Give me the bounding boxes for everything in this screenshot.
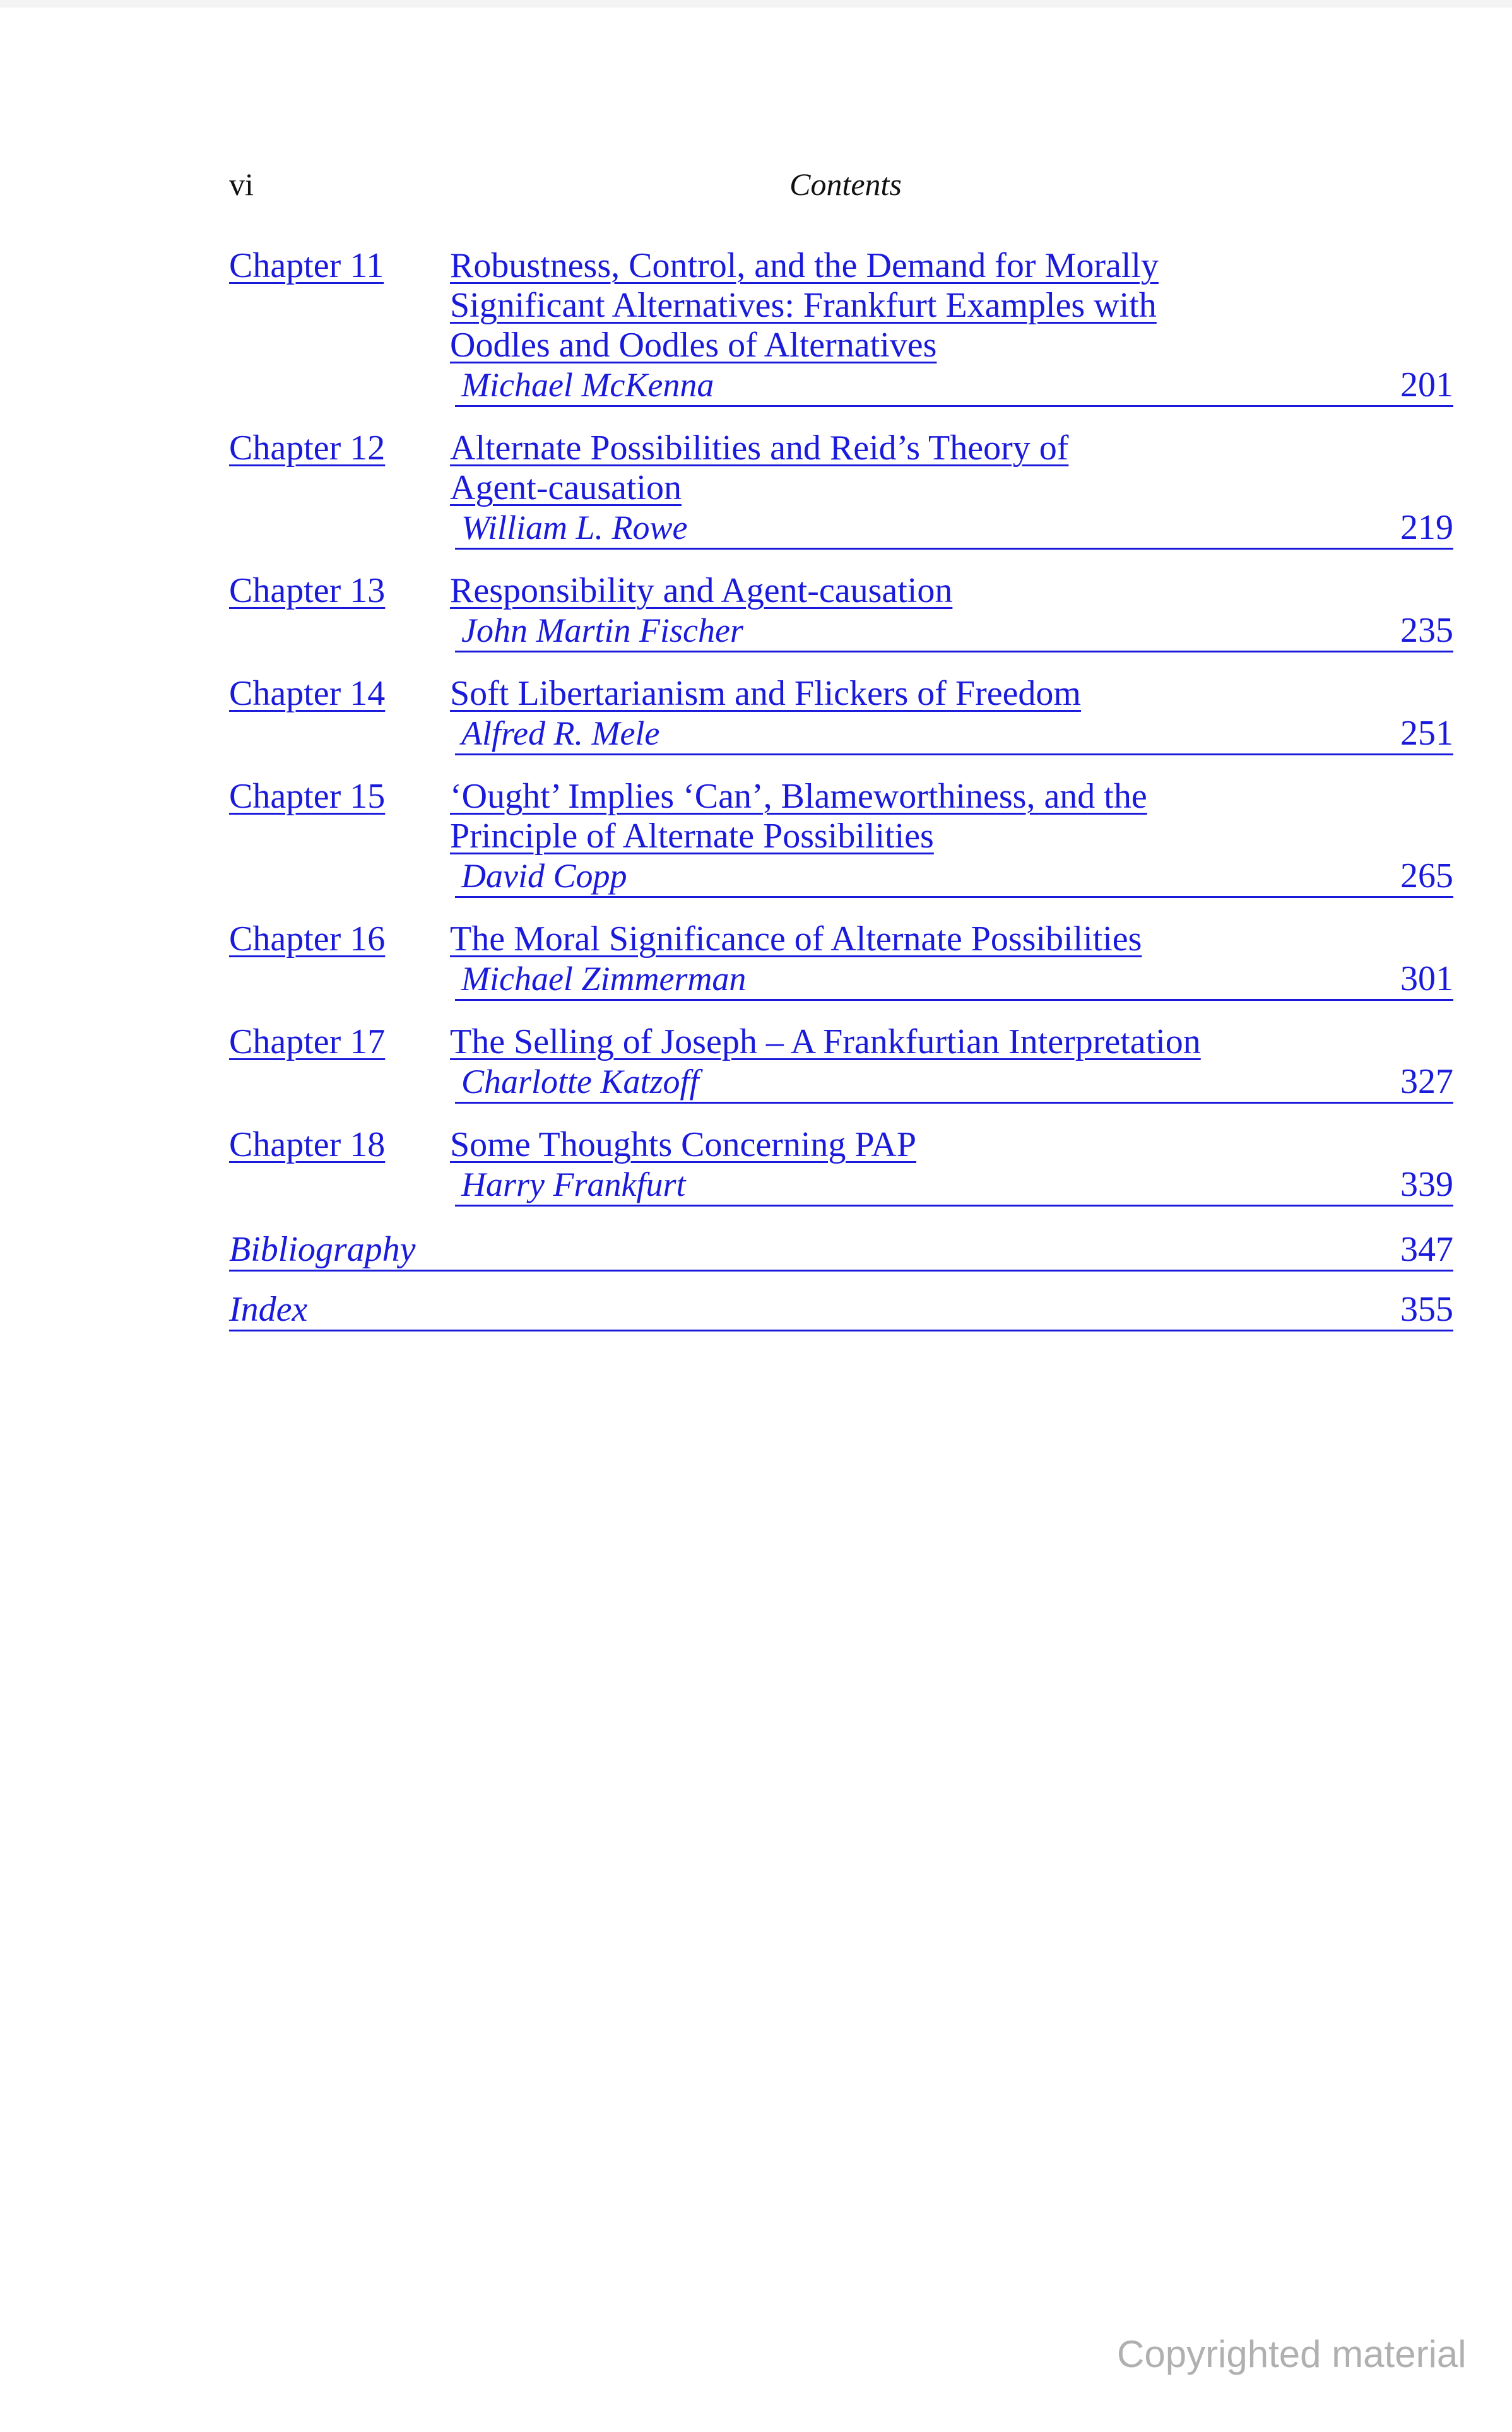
chapter-heading-row [229,919,1453,959]
chapter-title-text: Alternate Possibilities and Reid’s Theory of [450,428,1069,468]
chapter-label-link[interactable]: Chapter 18 [229,1125,386,1164]
chapter-heading-row [229,777,1453,856]
chapter-title-block [450,246,1453,365]
chapter-title-block [450,1125,1453,1165]
chapter-heading-row [229,571,1453,611]
chapter-title-text: Significant Alternatives: Frankfurt Examples with [450,286,1157,325]
chapter-title-line[interactable] [450,286,1453,326]
toc-entry [229,571,1453,652]
chapter-author: Michael McKenna [461,366,714,404]
chapter-page-number: 265 [1400,856,1453,895]
chapter-title-text: Responsibility and Agent-causation [450,571,953,610]
chapter-title-line[interactable] [450,246,1453,286]
back-matter-link[interactable] [229,1228,1453,1272]
toc-entry [229,1125,1453,1207]
chapter-title-line[interactable] [450,571,1453,611]
chapter-author: Charlotte Katzoff [461,1063,699,1101]
chapter-label-link[interactable]: Chapter 17 [229,1022,386,1061]
author-page-link[interactable] [455,959,1453,1001]
chapter-title-line[interactable] [450,428,1453,468]
table-of-contents [229,246,1453,1348]
chapter-heading-row [229,1125,1453,1165]
chapter-page-number: 201 [1400,365,1453,404]
chapter-author: John Martin Fischer [461,611,743,649]
chapter-title-text: Agent-causation [450,468,682,507]
chapter-label-link[interactable]: Chapter 11 [229,246,384,285]
back-matter-label: Bibliography [229,1230,416,1269]
chapter-label-link[interactable]: Chapter 12 [229,428,386,468]
running-header-title: Contents [789,167,902,202]
chapter-list [229,246,1453,1207]
chapter-title-line[interactable] [450,674,1453,714]
chapter-page-number: 327 [1400,1062,1453,1101]
toc-entry [229,919,1453,1001]
toc-entry [229,246,1453,407]
chapter-title-text: The Moral Significance of Alternate Possibilities [450,919,1142,959]
chapter-title-block [450,571,1453,611]
chapter-title-line[interactable] [450,1125,1453,1165]
scan-edge [0,0,1512,8]
chapter-page-number: 301 [1400,959,1453,998]
back-matter-page-number: 347 [1400,1230,1453,1269]
toc-entry [229,1022,1453,1104]
chapter-label-link[interactable]: Chapter 15 [229,777,386,816]
back-matter-list [229,1228,1453,1331]
chapter-heading-row [229,674,1453,714]
toc-entry [229,674,1453,755]
chapter-title-text: Some Thoughts Concerning PAP [450,1125,916,1164]
chapter-page-number: 251 [1400,714,1453,753]
chapter-title-block [450,674,1453,714]
chapter-label-link[interactable]: Chapter 16 [229,919,386,959]
chapter-title-line[interactable] [450,326,1453,365]
chapter-title-line[interactable] [450,919,1453,959]
copyright-watermark: Copyrighted material [1117,2333,1467,2375]
chapter-page-number: 339 [1400,1165,1453,1204]
chapter-title-text: ‘Ought’ Implies ‘Can’, Blameworthiness, and the [450,777,1147,816]
chapter-title-text: Principle of Alternate Possibilities [450,817,934,856]
back-matter-link[interactable] [229,1288,1453,1331]
chapter-author: Michael Zimmerman [461,960,747,998]
toc-entry [229,428,1453,550]
chapter-label-link[interactable]: Chapter 13 [229,571,386,610]
chapter-title-line[interactable] [450,817,1453,856]
chapter-heading-row [229,246,1453,365]
chapter-title-text: Soft Libertarianism and Flickers of Freedom [450,674,1081,713]
chapter-title-text: Robustness, Control, and the Demand for Morally [450,246,1159,285]
chapter-heading-row [229,1022,1453,1062]
chapter-title-block [450,919,1453,959]
toc-entry [229,777,1453,898]
author-page-link[interactable] [455,1165,1453,1207]
author-page-link[interactable] [455,714,1453,755]
chapter-page-number: 219 [1400,508,1453,547]
chapter-page-number: 235 [1400,611,1453,650]
author-page-link[interactable] [455,611,1453,652]
back-matter-label: Index [229,1290,308,1329]
chapter-title-text: The Selling of Joseph – A Frankfurtian Interpretation [450,1022,1201,1061]
chapter-title-block [450,1022,1453,1062]
author-page-link[interactable] [455,508,1453,550]
chapter-title-block [450,777,1453,856]
author-page-link[interactable] [455,1062,1453,1104]
chapter-label-link[interactable]: Chapter 14 [229,674,386,713]
author-page-link[interactable] [455,365,1453,407]
back-matter-page-number: 355 [1400,1290,1453,1329]
chapter-author: David Copp [461,857,627,895]
chapter-title-block [450,428,1453,508]
chapter-title-text: Oodles and Oodles of Alternatives [450,326,937,365]
chapter-author: William L. Rowe [461,509,688,546]
chapter-heading-row [229,428,1453,508]
author-page-link[interactable] [455,856,1453,898]
chapter-title-line[interactable] [450,468,1453,508]
chapter-title-line[interactable] [450,1022,1453,1062]
page-number: vi [229,167,254,202]
chapter-author: Harry Frankfurt [461,1166,686,1203]
chapter-title-line[interactable] [450,777,1453,817]
chapter-author: Alfred R. Mele [461,714,660,752]
